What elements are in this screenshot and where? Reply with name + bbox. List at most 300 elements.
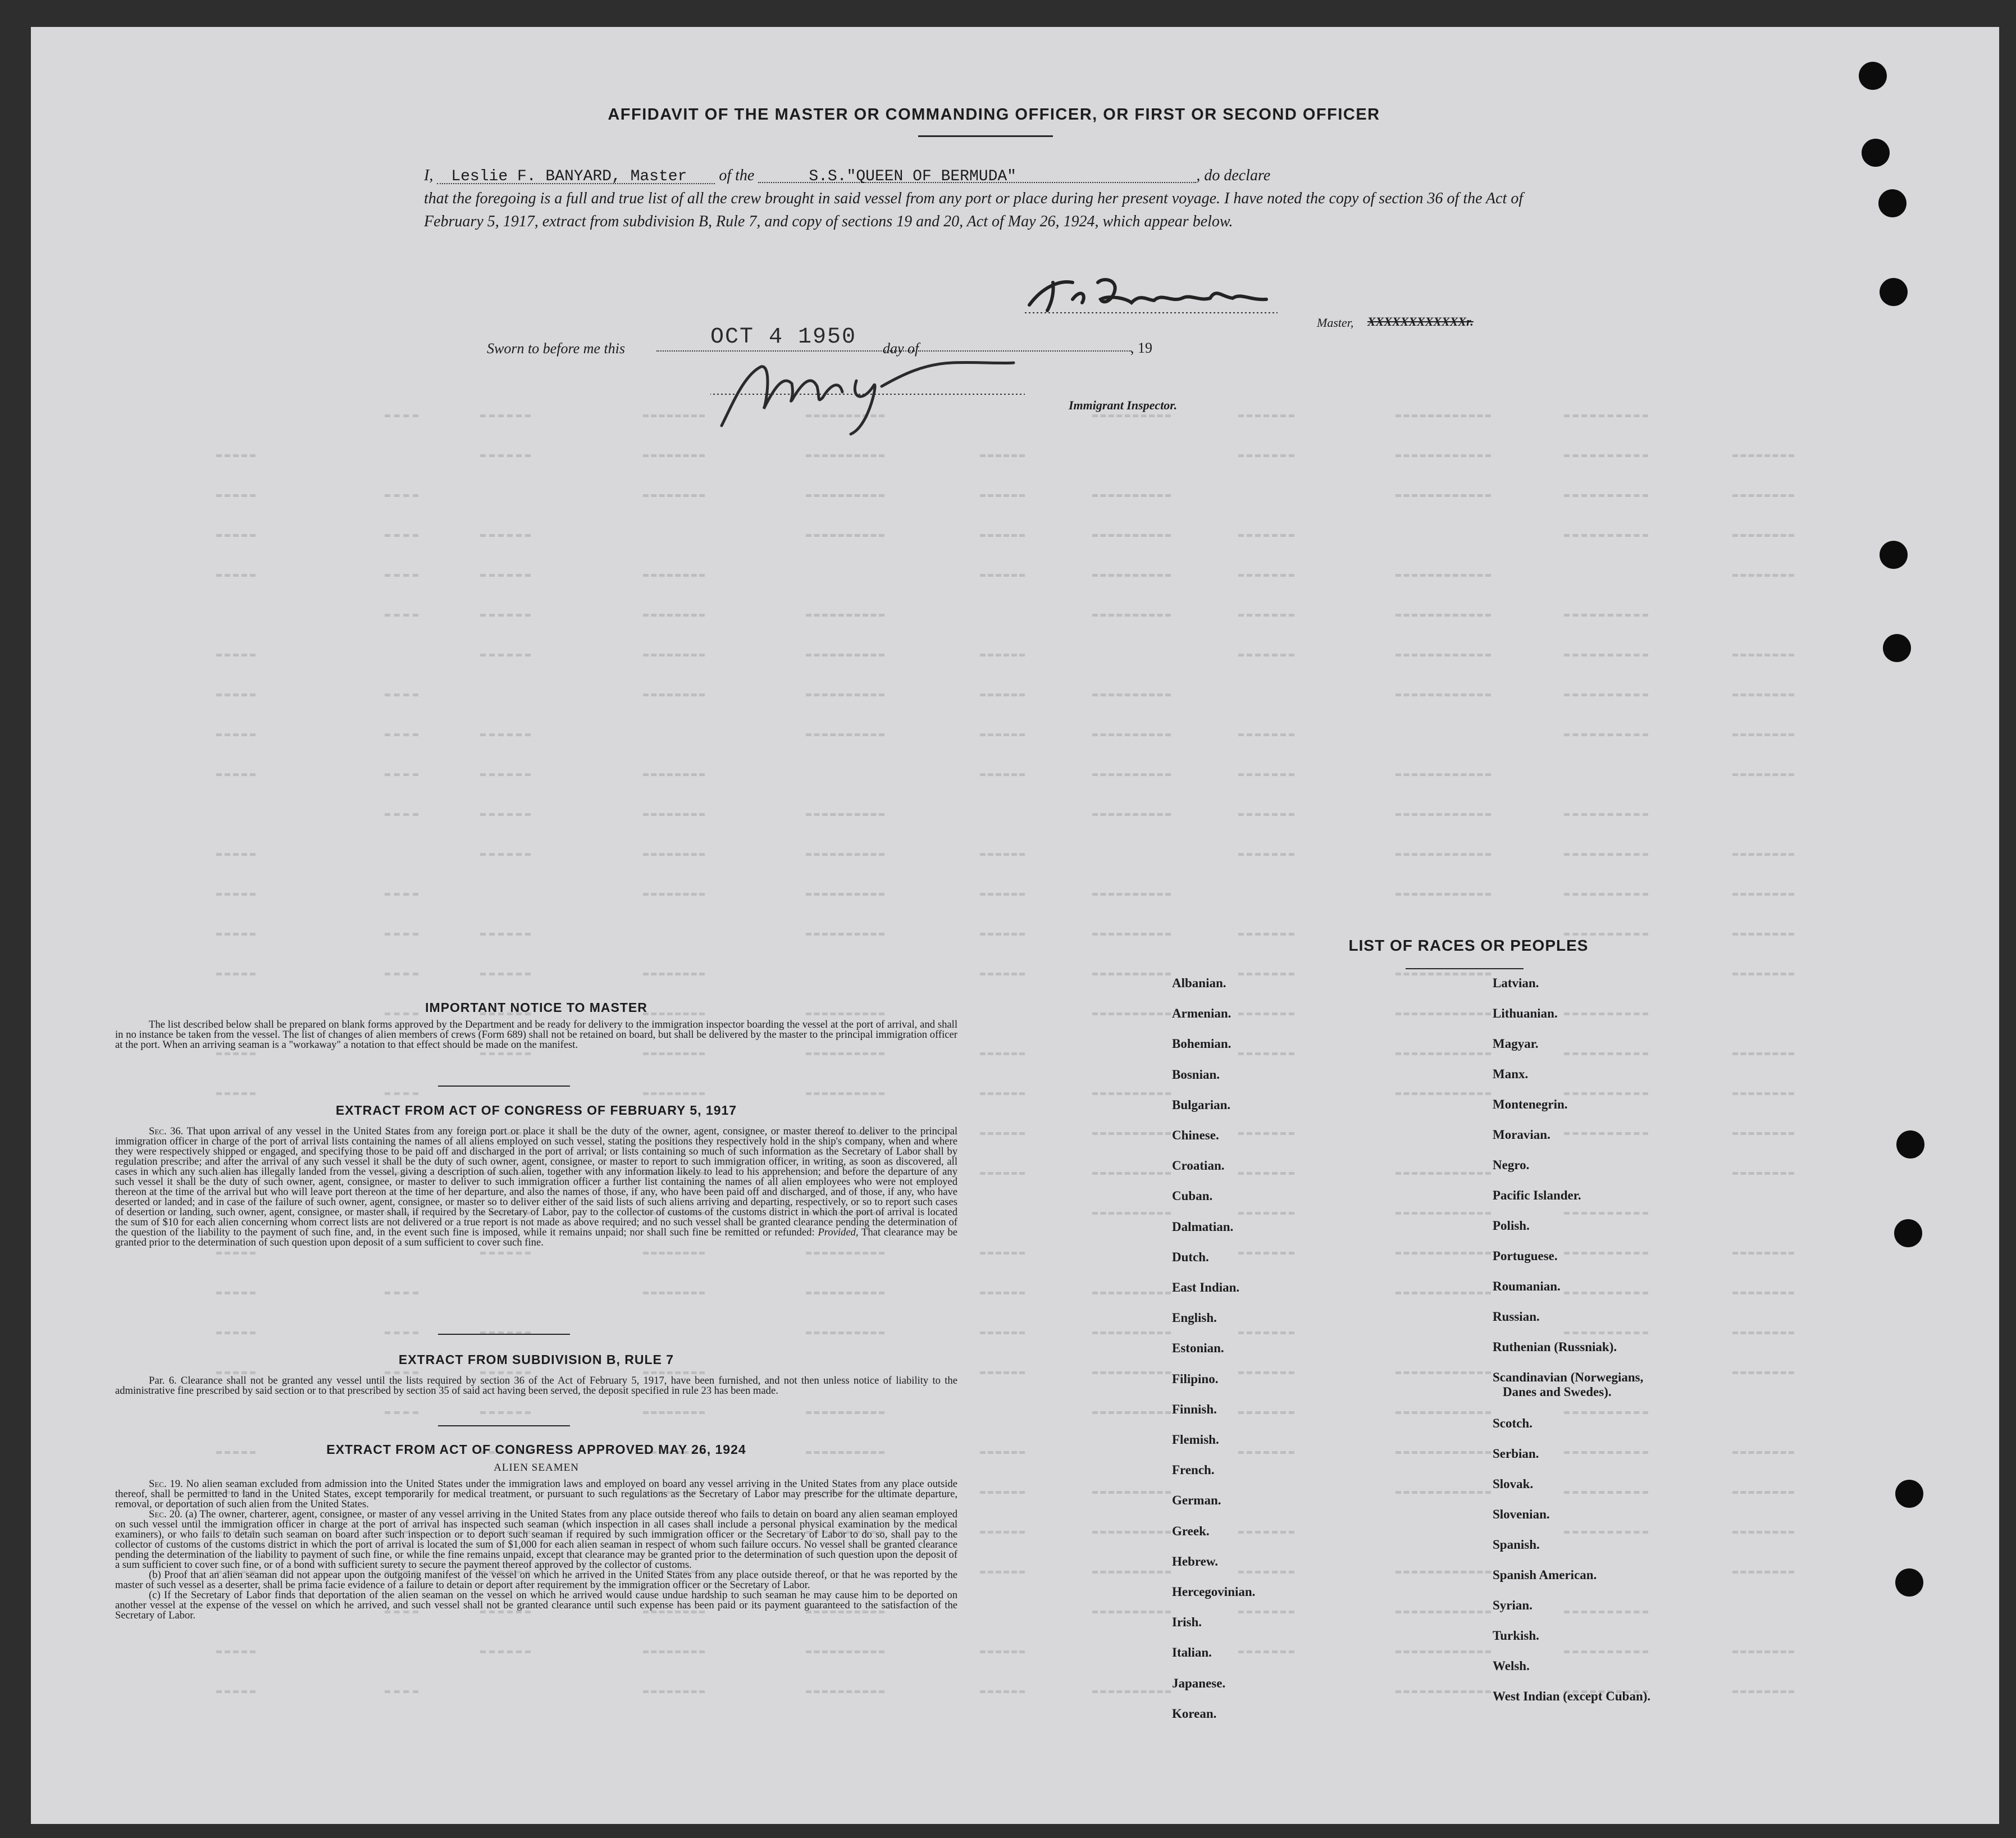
- race-entry: Dalmatian.: [1172, 1220, 1234, 1234]
- ghost-mark: [385, 773, 418, 780]
- race-entry: German.: [1172, 1493, 1221, 1507]
- ghost-mark: [1732, 1052, 1794, 1059]
- ghost-mark: [1092, 1292, 1171, 1298]
- ghost-mark: [1395, 614, 1491, 621]
- ghost-mark: [643, 973, 705, 979]
- ghost-mark: [1395, 1491, 1491, 1498]
- ghost-mark: [1395, 1052, 1491, 1059]
- races-heading: LIST OF RACES OR PEOPLES: [1348, 937, 1589, 954]
- ghost-mark: [1732, 853, 1794, 860]
- ghost-mark: [216, 933, 256, 939]
- ghost-mark: [1092, 933, 1171, 939]
- race-entry: Ruthenian (Russniak).: [1493, 1340, 1617, 1354]
- ghost-mark: [1564, 414, 1648, 421]
- ghost-mark: [480, 1411, 531, 1418]
- ghost-mark: [806, 1650, 884, 1657]
- ghost-mark: [1395, 414, 1491, 421]
- ghost-mark: [1732, 733, 1794, 740]
- ghost-mark: [385, 414, 418, 421]
- inspector-signature: [710, 341, 1025, 437]
- race-entry: Hercegovinian.: [1172, 1585, 1256, 1599]
- ghost-mark: [806, 893, 884, 900]
- sec20c-text: (c) If the Secretary of Labor finds that deportation of the alien seaman on the vessel on which he arrived would cause undue hardship to such seaman he may cause him to be deported on another vessel at the expense of the vessel on which he arrived, and such vessel shall not be granted clearance until such expense has been paid or its payment guaranteed to the satisfaction of the Secretary of Labor.: [115, 1589, 957, 1621]
- ghost-mark: [980, 1531, 1025, 1538]
- ghost-mark: [1238, 1650, 1294, 1657]
- ghost-mark: [1092, 1690, 1171, 1697]
- section-rule-1: [438, 1086, 570, 1087]
- struck-title: XXXXXXXXXXXXr.: [1367, 314, 1474, 329]
- ghost-mark: [1732, 654, 1794, 660]
- race-entry: Greek.: [1172, 1524, 1210, 1538]
- ghost-mark: [643, 853, 705, 860]
- ghost-mark: [216, 1252, 256, 1258]
- ghost-mark: [1395, 1571, 1491, 1577]
- date-stamp: OCT 4 1950: [710, 325, 857, 350]
- extract-rule7-heading: EXTRACT FROM SUBDIVISION B, RULE 7: [398, 1352, 674, 1367]
- ghost-mark: [1395, 1451, 1491, 1458]
- ghost-mark: [806, 1690, 884, 1697]
- race-entry: Japanese.: [1172, 1676, 1226, 1690]
- ghost-mark: [1395, 1252, 1491, 1258]
- ghost-mark: [643, 614, 705, 621]
- race-entry: Korean.: [1172, 1707, 1217, 1721]
- ghost-mark: [385, 694, 418, 700]
- ghost-mark: [1732, 773, 1794, 780]
- extract-1924-heading: EXTRACT FROM ACT OF CONGRESS APPROVED MAY 26, 1924: [326, 1442, 746, 1457]
- ghost-mark: [806, 933, 884, 939]
- ghost-mark: [480, 534, 531, 541]
- punch-hole: [1895, 1480, 1923, 1508]
- race-entry: Albanian.: [1172, 976, 1226, 990]
- ghost-mark: [216, 694, 256, 700]
- ghost-mark: [1092, 534, 1171, 541]
- ghost-mark: [806, 1411, 884, 1418]
- race-entry: Chinese.: [1172, 1128, 1219, 1142]
- ghost-mark: [1395, 1690, 1491, 1697]
- race-entry: Bohemian.: [1172, 1037, 1232, 1051]
- ghost-mark: [385, 933, 418, 939]
- race-entry: Irish.: [1172, 1615, 1202, 1629]
- ghost-mark: [1395, 574, 1491, 581]
- ghost-mark: [1564, 494, 1648, 501]
- ghost-mark: [216, 1092, 256, 1099]
- ghost-mark: [1732, 973, 1794, 979]
- ghost-mark: [980, 933, 1025, 939]
- ghost-mark: [806, 1292, 884, 1298]
- race-entry: French.: [1172, 1463, 1215, 1477]
- race-entry: English.: [1172, 1311, 1217, 1325]
- ghost-mark: [480, 933, 531, 939]
- extract-1917-body: [115, 1126, 957, 1248]
- ghost-mark: [385, 1331, 418, 1338]
- race-entry: Welsh.: [1493, 1659, 1530, 1673]
- ghost-mark: [1238, 534, 1294, 541]
- ghost-mark: [1564, 1331, 1648, 1338]
- document-page: [31, 27, 1999, 1824]
- ghost-mark: [806, 813, 884, 820]
- ghost-mark: [480, 414, 531, 421]
- ghost-mark: [643, 414, 705, 421]
- ghost-mark: [643, 813, 705, 820]
- ghost-mark: [1732, 454, 1794, 461]
- ghost-mark: [480, 454, 531, 461]
- ghost-mark: [980, 1371, 1025, 1378]
- race-entry: Negro.: [1493, 1158, 1530, 1172]
- ghost-mark: [643, 494, 705, 501]
- ghost-mark: [643, 1690, 705, 1697]
- ghost-mark: [643, 694, 705, 700]
- ghost-mark: [216, 773, 256, 780]
- ghost-mark: [1092, 614, 1171, 621]
- ghost-mark: [643, 574, 705, 581]
- ghost-mark: [643, 1650, 705, 1657]
- ghost-mark: [1092, 893, 1171, 900]
- ghost-mark: [480, 1052, 531, 1059]
- ghost-mark: [1238, 1411, 1294, 1418]
- ghost-mark: [1092, 973, 1171, 979]
- sworn-label: Sworn to before me this: [487, 340, 626, 357]
- ghost-mark: [1732, 933, 1794, 939]
- sec20-label: Sec. 20.: [149, 1508, 183, 1520]
- ghost-mark: [216, 973, 256, 979]
- title-rule: [918, 135, 1053, 137]
- ghost-mark: [1092, 773, 1171, 780]
- ghost-mark: [980, 534, 1025, 541]
- ghost-mark: [1732, 1331, 1794, 1338]
- ghost-mark: [1238, 1013, 1294, 1019]
- ghost-mark: [1092, 1531, 1171, 1538]
- ghost-mark: [1238, 454, 1294, 461]
- ghost-mark: [480, 733, 531, 740]
- sec36-text: That upon arrival of any vessel in the United States from any foreign port or place it shall be the duty of the owner, agent, consignee, or master thereof to deliver to the principal immigration officer in charge of the port of arrival lists containing the names of all aliens employed on such vessel, stating the positions they respectively hold in the ship's company, when and where they were respectively shipped or engaged, and specifying those to be paid off and discharged in the port of arrival; or lists containing so much of such information as the Secretary of Labor shall by regulation prescribe; and after the arrival of any such vessel it shall be the duty of such owner, agent, consignee, or master to report to such immigration officer, in writing, as soon as discovered, all cases in which any such alien has illegally landed from the vessel, giving a description of such alien, together with any information likely to lead to his apprehension; and before the departure of any such vessel it shall be the duty of such owner, agent, consignee, or master to deliver to such immigration officer a further list containing the names of all alien employees who were not employed thereon at the time of the arrival but who will leave port thereon at the time of her departure, and also the names of those, if any, who have been paid off and discharged, and of those, if any, who have deserted or landed; and in case of the failure of such owner, agent, consignee, or master so to deliver either of the said lists of such aliens arriving and departing, respectively, or so to report such cases of desertion or landing, such owner, agent, consignee, or master shall, if required by the Secretary of Labor, pay to the collector of customs of the customs district in which the port of arrival is located the sum of $10 for each alien concerning whom correct lists are not delivered or a true report is not made as above required; and no such vessel shall be granted clearance pending the determination of the question of the liability to the payment of such fine, and, in the event such fine is imposed, while it remains unpaid; nor shall such fine be remitted or refunded:: [115, 1125, 957, 1238]
- ghost-mark: [1564, 614, 1648, 621]
- ghost-mark: [480, 973, 531, 979]
- ghost-mark: [480, 1650, 531, 1657]
- ghost-mark: [1564, 1132, 1648, 1139]
- sec19-text: No alien seaman excluded from admission into the United States under the immigration laws and employed on board any vessel arriving in the United States from any place outside thereof, shall be permitted to land in the United States, except temporarily for medical treatment, or pursuant to such regulations as the Secretary of Labor may prescribe for the ultimate departure, removal, or deportation of such alien from the United States.: [115, 1478, 957, 1510]
- ghost-mark: [1238, 853, 1294, 860]
- ghost-mark: [1238, 1212, 1294, 1219]
- ghost-mark: [806, 1052, 884, 1059]
- sec20b-text: (b) Proof that an alien seaman did not appear upon the outgoing manifest of the vessel on which he arrived in the United States from any place outside thereof, or that he was reported by the master of such vessel as a deserter, shall be prima facie evidence of a failure to detain or deport after requirement by the immigration officer or the Secretary of Labor.: [115, 1569, 957, 1591]
- ghost-mark: [1564, 1411, 1648, 1418]
- ghost-mark: [1564, 1212, 1648, 1219]
- ghost-mark: [1564, 1650, 1648, 1657]
- ghost-mark: [806, 1092, 884, 1099]
- ghost-mark: [980, 773, 1025, 780]
- ghost-mark: [385, 574, 418, 581]
- ghost-mark: [385, 614, 418, 621]
- race-entry: Roumanian.: [1493, 1279, 1561, 1293]
- ghost-mark: [1238, 1132, 1294, 1139]
- ghost-mark: [980, 574, 1025, 581]
- ghost-mark: [1092, 733, 1171, 740]
- ghost-mark: [1092, 494, 1171, 501]
- ghost-mark: [980, 733, 1025, 740]
- ghost-mark: [1564, 534, 1648, 541]
- sec36-label: Sec. 36.: [149, 1125, 184, 1137]
- ghost-mark: [216, 1690, 256, 1697]
- ghost-mark: [385, 534, 418, 541]
- ghost-mark: [1732, 893, 1794, 900]
- declaration-text: that the foregoing is a full and true list of all the crew brought in said vessel from any port or place during her present voyage. I have noted the copy of section 36 of the Act of February 5, 1917, extract from subdivision B, Rule 7, and copy of sections 19 and 20, Act of May 26, 1924, which appear below.: [424, 190, 1524, 230]
- ghost-mark: [1092, 574, 1171, 581]
- race-entry: Scotch.: [1493, 1416, 1532, 1430]
- ghost-mark: [1395, 1611, 1491, 1617]
- punch-hole: [1880, 541, 1908, 569]
- race-entry: Latvian.: [1493, 976, 1539, 990]
- ghost-mark: [1092, 1571, 1171, 1577]
- ghost-mark: [806, 654, 884, 660]
- year-prefix: , 19: [1130, 340, 1152, 356]
- ghost-mark: [1732, 1092, 1794, 1099]
- ghost-mark: [1564, 853, 1648, 860]
- race-entry: Filipino.: [1172, 1372, 1219, 1386]
- ghost-mark: [1238, 1331, 1294, 1338]
- race-entry: Armenian.: [1172, 1006, 1232, 1020]
- ghost-mark: [980, 1690, 1025, 1697]
- ghost-mark: [1395, 853, 1491, 860]
- race-entry: Serbian.: [1493, 1447, 1539, 1461]
- inspector-label: Immigrant Inspector.: [1069, 398, 1178, 412]
- master-label: Master,: [1317, 316, 1354, 330]
- ghost-mark: [480, 1252, 531, 1258]
- ghost-mark: [980, 1571, 1025, 1577]
- provided-word: Provided,: [818, 1226, 859, 1238]
- ghost-mark: [385, 1411, 418, 1418]
- punch-hole: [1894, 1219, 1922, 1247]
- race-entry: Slovak.: [1493, 1477, 1534, 1491]
- notice-heading: IMPORTANT NOTICE TO MASTER: [425, 1000, 647, 1015]
- ghost-mark: [643, 1292, 705, 1298]
- ghost-mark: [216, 574, 256, 581]
- ghost-mark: [1564, 1013, 1648, 1019]
- ghost-mark: [980, 454, 1025, 461]
- of-the-label: of the: [719, 167, 755, 184]
- ghost-mark: [980, 1092, 1025, 1099]
- ghost-mark: [216, 654, 256, 660]
- ghost-mark: [1238, 733, 1294, 740]
- ghost-mark: [806, 534, 884, 541]
- ghost-mark: [980, 853, 1025, 860]
- ghost-mark: [216, 454, 256, 461]
- section-rule-3: [438, 1425, 570, 1426]
- ghost-mark: [1395, 1092, 1491, 1099]
- ghost-mark: [1092, 1411, 1171, 1418]
- ghost-mark: [806, 494, 884, 501]
- ghost-mark: [1564, 454, 1648, 461]
- master-signature: [1019, 266, 1283, 322]
- ghost-mark: [1395, 454, 1491, 461]
- punch-hole: [1862, 139, 1890, 167]
- punch-hole: [1880, 278, 1908, 306]
- ghost-mark: [1238, 1451, 1294, 1458]
- ghost-mark: [806, 1331, 884, 1338]
- ghost-mark: [980, 1650, 1025, 1657]
- ghost-mark: [1732, 1690, 1794, 1697]
- ghost-mark: [1732, 1292, 1794, 1298]
- ghost-mark: [385, 494, 418, 501]
- ghost-mark: [980, 973, 1025, 979]
- race-entry: Bosnian.: [1172, 1068, 1220, 1082]
- ghost-mark: [1092, 1371, 1171, 1378]
- ghost-mark: [1092, 414, 1171, 421]
- ghost-mark: [980, 1172, 1025, 1179]
- ghost-mark: [216, 893, 256, 900]
- race-entry: Slovenian.: [1493, 1507, 1550, 1521]
- races-rule: [1406, 968, 1524, 969]
- ghost-mark: [1395, 1292, 1491, 1298]
- ghost-mark: [216, 733, 256, 740]
- ghost-mark: [480, 773, 531, 780]
- ghost-mark: [1238, 414, 1294, 421]
- ghost-mark: [1238, 1252, 1294, 1258]
- ghost-mark: [806, 694, 884, 700]
- race-entry: Italian.: [1172, 1645, 1212, 1659]
- sec19-label: Sec. 19.: [149, 1478, 183, 1490]
- ghost-mark: [1092, 1092, 1171, 1099]
- ghost-mark: [1732, 534, 1794, 541]
- race-entry: Magyar.: [1493, 1037, 1539, 1051]
- punch-hole: [1859, 62, 1887, 90]
- ghost-mark: [1092, 1172, 1171, 1179]
- section-rule-2: [438, 1334, 570, 1335]
- ghost-mark: [216, 1052, 256, 1059]
- race-entry: Dutch.: [1172, 1250, 1209, 1264]
- ghost-mark: [1395, 1172, 1491, 1179]
- punch-hole: [1896, 1130, 1924, 1159]
- ghost-mark: [1238, 813, 1294, 820]
- ghost-mark: [980, 1132, 1025, 1139]
- ghost-mark: [385, 893, 418, 900]
- ghost-mark: [806, 614, 884, 621]
- affidavit-declaration: [424, 164, 1541, 233]
- race-entry: Danes and Swedes).: [1503, 1385, 1612, 1399]
- ghost-mark: [1395, 494, 1491, 501]
- punch-hole: [1895, 1568, 1923, 1597]
- ghost-mark: [980, 1052, 1025, 1059]
- ghost-mark: [806, 733, 884, 740]
- race-entry: Pacific Islander.: [1493, 1188, 1581, 1202]
- ghost-mark: [1564, 694, 1648, 700]
- ghost-mark: [1238, 1611, 1294, 1617]
- punch-hole: [1883, 634, 1911, 662]
- ghost-mark: [1092, 1132, 1171, 1139]
- ghost-mark: [1395, 773, 1491, 780]
- race-entry: Lithuanian.: [1493, 1006, 1558, 1020]
- race-entry: Russian.: [1493, 1310, 1540, 1324]
- ghost-mark: [216, 534, 256, 541]
- affidavit-title: AFFIDAVIT OF THE MASTER OR COMMANDING OFFICER, OR FIRST OR SECOND OFFICER: [608, 106, 1380, 124]
- race-entry: West Indian (except Cuban).: [1493, 1689, 1651, 1703]
- race-entry: Manx.: [1493, 1067, 1529, 1081]
- race-entry: Syrian.: [1493, 1598, 1532, 1612]
- ghost-mark: [1564, 654, 1648, 660]
- ghost-mark: [980, 694, 1025, 700]
- ghost-mark: [643, 454, 705, 461]
- ghost-mark: [216, 1650, 256, 1657]
- ghost-mark: [385, 1690, 418, 1697]
- ghost-mark: [980, 1292, 1025, 1298]
- ghost-mark: [385, 1092, 418, 1099]
- ghost-mark: [1564, 1491, 1648, 1498]
- ghost-mark: [643, 1411, 705, 1418]
- sec36-end: That clearance may be granted prior to the determination of such question upon deposit of a sum sufficient to cover such fine.: [115, 1226, 957, 1248]
- ghost-mark: [216, 1292, 256, 1298]
- race-entry: Bulgarian.: [1172, 1098, 1231, 1112]
- ghost-mark: [1732, 1172, 1794, 1179]
- ghost-mark: [806, 1252, 884, 1258]
- ghost-mark: [1395, 694, 1491, 700]
- race-entry: Estonian.: [1172, 1341, 1224, 1355]
- ghost-mark: [1732, 494, 1794, 501]
- race-entry: Polish.: [1493, 1219, 1530, 1233]
- ghost-mark: [1732, 1132, 1794, 1139]
- do-declare-label: , do declare: [1196, 167, 1271, 184]
- race-entry: Moravian.: [1493, 1128, 1550, 1142]
- ghost-mark: [643, 654, 705, 660]
- race-entry: Turkish.: [1493, 1629, 1539, 1643]
- ghost-mark: [1238, 973, 1294, 979]
- ghost-mark: [1238, 1371, 1294, 1378]
- ghost-mark: [1732, 1571, 1794, 1577]
- race-entry: Montenegrin.: [1493, 1097, 1568, 1111]
- ghost-mark: [1395, 1371, 1491, 1378]
- rule7-text: Par. 6. Clearance shall not be granted any vessel until the lists required by section 36 of the Act of February 5, 1917, have been furnished, and not then unless notice of liability to the administrative fine prescribed by said section or to that prescribed by section 35 of said act having been served, the deposit specified in rule 23 has been made.: [115, 1375, 957, 1397]
- ghost-mark: [980, 1451, 1025, 1458]
- ghost-mark: [1732, 1650, 1794, 1657]
- ghost-mark: [1238, 614, 1294, 621]
- ghost-mark: [1732, 1491, 1794, 1498]
- ghost-mark: [385, 973, 418, 979]
- ghost-mark: [643, 1092, 705, 1099]
- race-entry: Portuguese.: [1493, 1249, 1558, 1263]
- ghost-mark: [980, 893, 1025, 900]
- ghost-mark: [1564, 1451, 1648, 1458]
- ghost-mark: [1564, 1252, 1648, 1258]
- ghost-mark: [1564, 1292, 1648, 1298]
- ghost-mark: [980, 1331, 1025, 1338]
- ghost-mark: [1238, 1531, 1294, 1538]
- ghost-mark: [1732, 694, 1794, 700]
- day-of-label: day of: [883, 340, 919, 357]
- ghost-mark: [1092, 1331, 1171, 1338]
- master-name-field: Leslie F. BANYARD, Master: [437, 165, 715, 184]
- extract-1917-heading: EXTRACT FROM ACT OF CONGRESS OF FEBRUARY 5, 1917: [335, 1103, 737, 1118]
- ghost-mark: [1395, 1411, 1491, 1418]
- ghost-mark: [1092, 694, 1171, 700]
- race-entry: East Indian.: [1172, 1280, 1240, 1294]
- ghost-mark: [1238, 654, 1294, 660]
- ghost-mark: [643, 1252, 705, 1258]
- ghost-mark: [385, 1292, 418, 1298]
- ghost-mark: [1238, 773, 1294, 780]
- ghost-mark: [980, 1491, 1025, 1498]
- ghost-mark: [1564, 733, 1648, 740]
- ghost-mark: [806, 853, 884, 860]
- ghost-mark: [480, 853, 531, 860]
- ghost-mark: [1238, 1571, 1294, 1577]
- ghost-mark: [1564, 1531, 1648, 1538]
- ghost-mark: [1732, 1451, 1794, 1458]
- ghost-mark: [643, 1052, 705, 1059]
- ghost-mark: [385, 733, 418, 740]
- ghost-mark: [216, 853, 256, 860]
- ghost-mark: [1732, 1371, 1794, 1378]
- race-entry: Cuban.: [1172, 1189, 1213, 1203]
- ghost-mark: [1395, 654, 1491, 660]
- punch-hole: [1878, 189, 1906, 217]
